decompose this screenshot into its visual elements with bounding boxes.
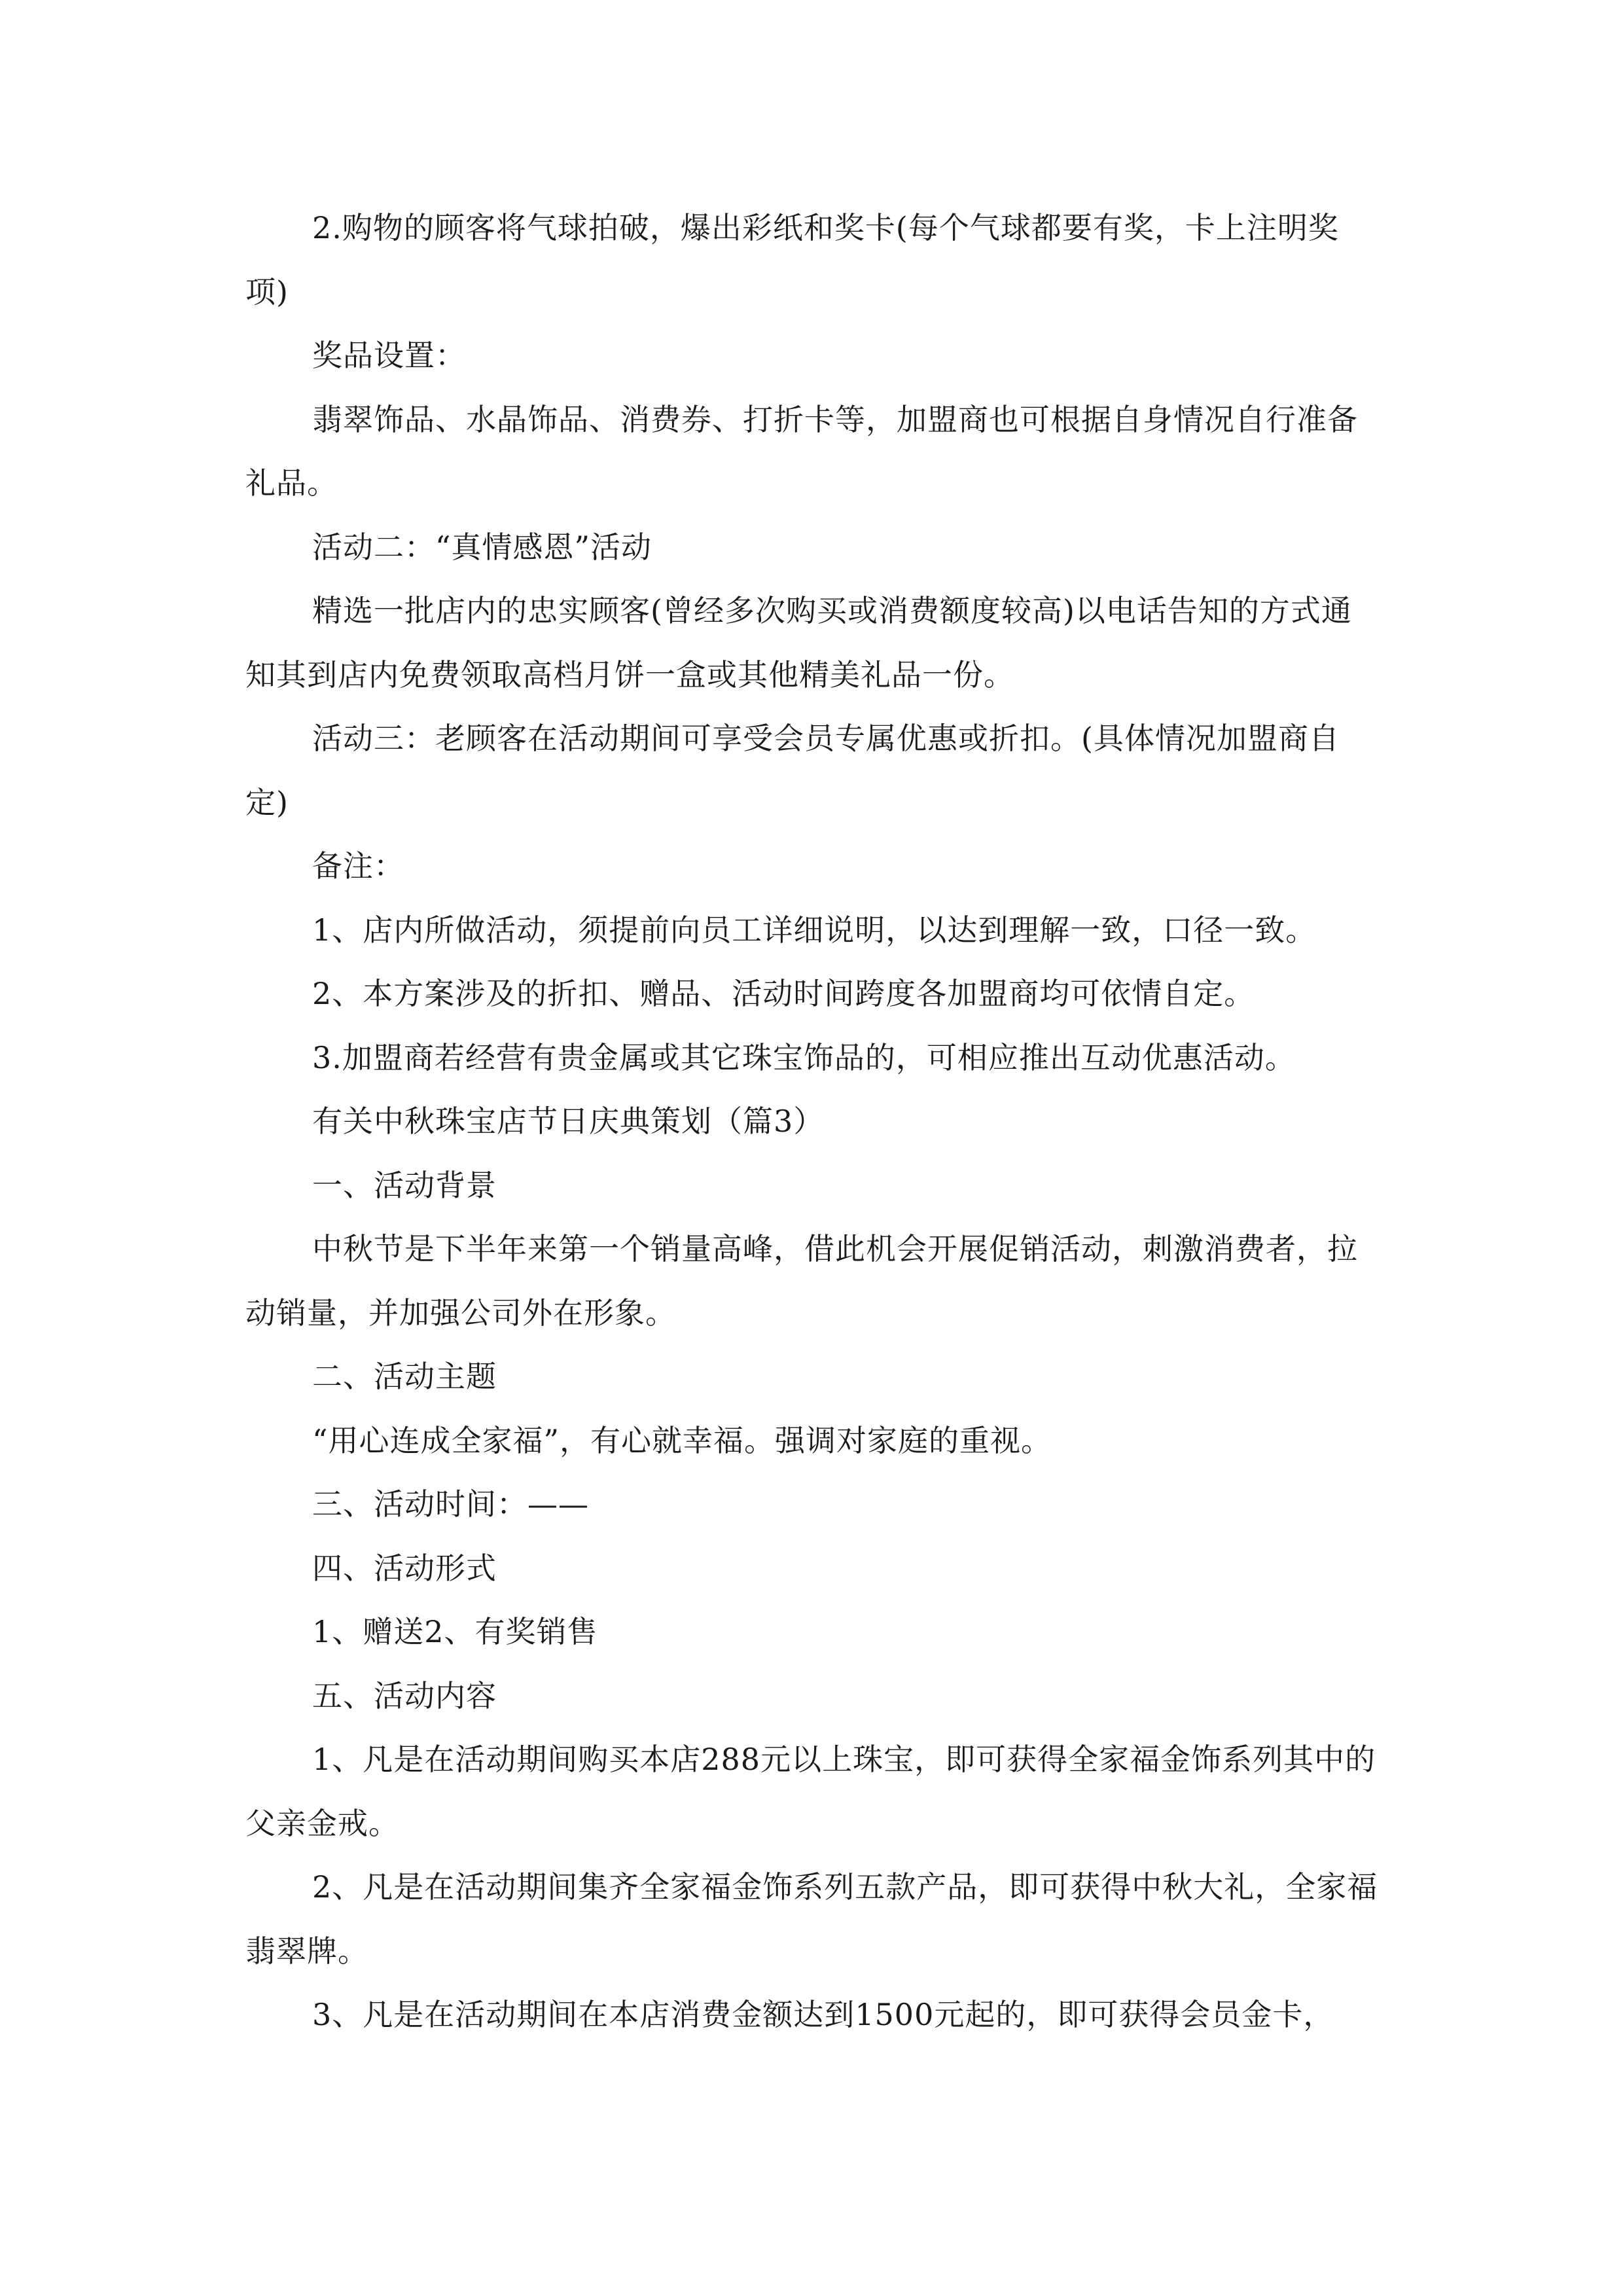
paragraph-time-heading: 三、活动时间：——	[312, 1486, 589, 1522]
paragraph-content-1: 1、凡是在活动期间购买本店288元以上珠宝，即可获得全家福金饰系列其中的父亲金戒。	[245, 1742, 1376, 1841]
paragraph-activity-three: 活动三：老顾客在活动期间可享受会员专属优惠或折扣。(具体情况加盟商自定)	[245, 721, 1340, 820]
paragraph-note-3: 3.加盟商若经营有贵金属或其它珠宝饰品的，可相应推出互动优惠活动。	[312, 1039, 1296, 1075]
paragraph-note-2: 2、本方案涉及的折扣、赠品、活动时间跨度各加盟商均可依情自定。	[312, 976, 1255, 1011]
paragraph-balloon-rule: 2.购物的顾客将气球拍破，爆出彩纸和奖卡(每个气球都要有奖，卡上注明奖项)	[245, 210, 1339, 310]
paragraph-form-heading: 四、活动形式	[312, 1550, 497, 1586]
paragraph-section-title: 有关中秋珠宝店节日庆典策划（篇3）	[312, 1103, 825, 1139]
paragraph-background-heading: 一、活动背景	[312, 1167, 497, 1203]
paragraph-prize-heading: 奖品设置：	[312, 338, 466, 373]
paragraph-activity-two-title: 活动二：“真情感恩”活动	[312, 529, 652, 565]
document-body	[245, 196, 1381, 2047]
paragraph-content-heading: 五、活动内容	[312, 1677, 497, 1713]
paragraph-theme-body: “用心连成全家福”，有心就幸福。强调对家庭的重视。	[312, 1422, 1052, 1458]
paragraph-content-3: 3、凡是在活动期间在本店消费金额达到1500元起的，即可获得会员金卡，	[312, 1997, 1334, 2032]
paragraph-note-1: 1、店内所做活动，须提前向员工详细说明，以达到理解一致，口径一致。	[312, 912, 1317, 948]
paragraph-background-body: 中秋节是下半年来第一个销量高峰，借此机会开展促销活动，刺激消费者，拉动销量，并加强公司外在形象。	[245, 1231, 1358, 1331]
paragraph-activity-two-body: 精选一批店内的忠实顾客(曾经多次购买或消费额度较高)以电话告知的方式通知其到店内免费领取高档月饼一盒或其他精美礼品一份。	[245, 593, 1352, 692]
paragraph-content-2: 2、凡是在活动期间集齐全家福金饰系列五款产品，即可获得中秋大礼，全家福翡翠牌。	[245, 1869, 1378, 1969]
paragraph-form-body: 1、赠送2、有奖销售	[312, 1614, 598, 1649]
paragraph-notes-heading: 备注：	[312, 848, 404, 884]
paragraph-theme-heading: 二、活动主题	[312, 1359, 497, 1394]
paragraph-prize-list: 翡翠饰品、水晶饰品、消费券、打折卡等，加盟商也可根据自身情况自行准备礼品。	[245, 401, 1358, 501]
